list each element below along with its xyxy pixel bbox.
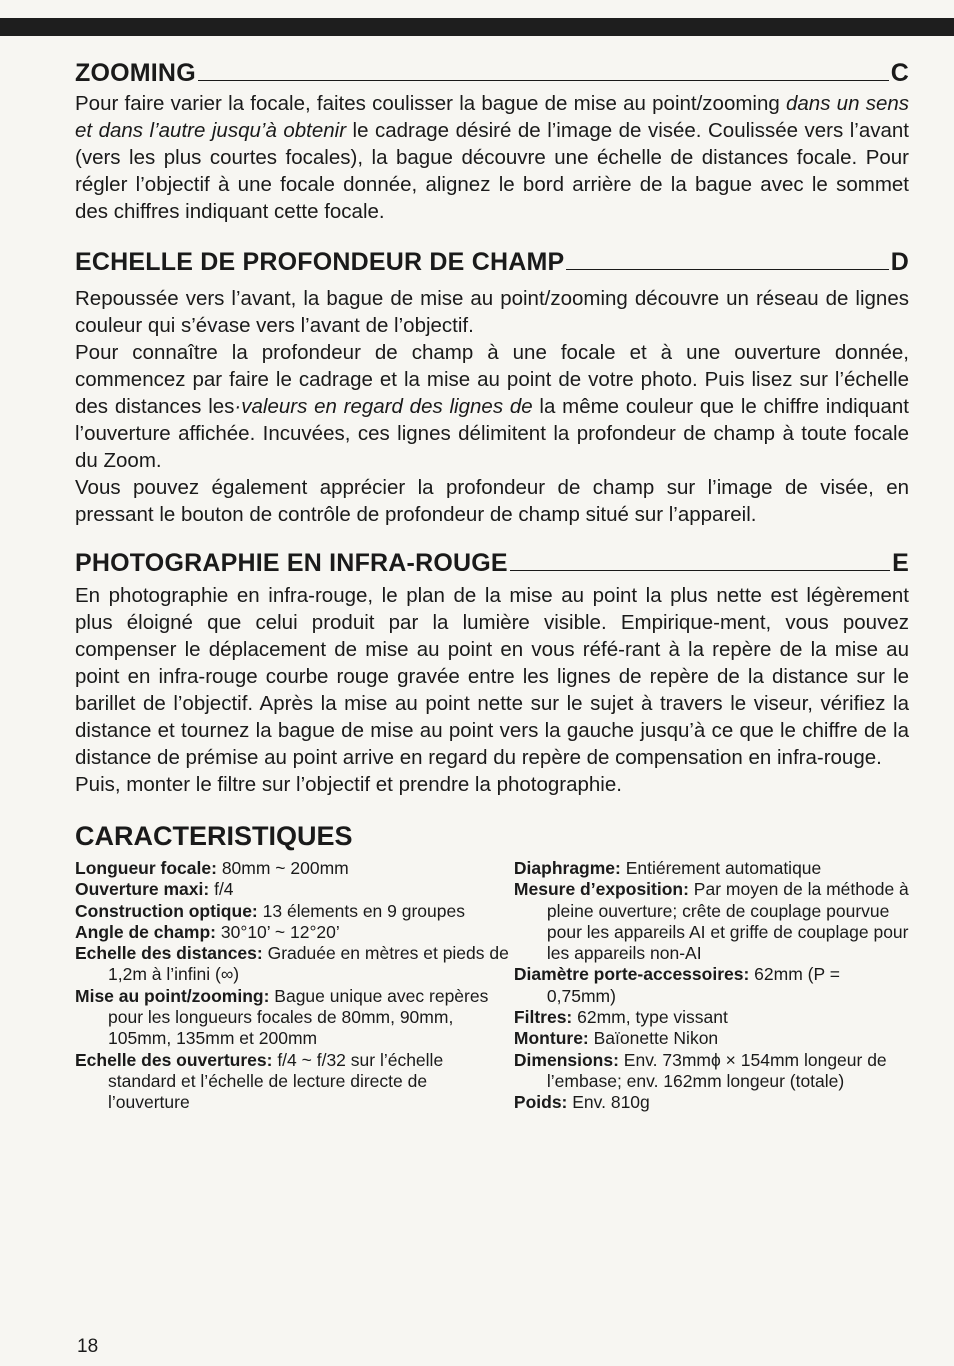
spec-item: [514, 1092, 909, 1113]
paragraph: En photographie en infra-rouge, le plan de la mise au point la plus nette est légèrement plus éloigné que celui produit par la lumière visible. Empirique-ment, vous pouvez compenser le déplacement de mise au point en vous réfé-rant à la repère de la mise au point en infra-rouge courbe rouge gravée entre les lignes de repère de la distance sur le barillet de l’objectif. Après la mise au point nette sur le sujet à travers le viseur, vérifiez la distance et tournez la bague de mise au point vers la gauche jusqu’à ce que le chiffre de la distance de prémise au point arrive en regard du repère de compensation en infra-rouge.: [75, 584, 909, 769]
heading-title: PHOTOGRAPHIE EN INFRA-ROUGE: [75, 549, 508, 577]
spec-item: [75, 943, 510, 986]
spec-value: 62mm, type vissant: [572, 1007, 728, 1028]
spec-value: Env. 810g: [567, 1092, 650, 1113]
spec-key: Mise au point/zooming:: [75, 985, 270, 1006]
page-number: 18: [77, 1336, 99, 1357]
spec-item: [514, 1007, 909, 1028]
paragraph-text: le cadrage désiré de l’image de visée. Coulissée vers l’avant (vers les plus courtes focales), la bague découvre une échelle de distances focale. Pour régler l’objectif à une focale donnée, alignez le bord arrière de la bague avec le sommet des chiffres indiquant cette focale.: [75, 119, 909, 223]
spec-value: f/4: [209, 879, 234, 900]
spec-value: Graduée en mètres et pieds de 1,2m à l’infini (∞): [108, 943, 509, 985]
spec-value: 80mm ~ 200mm: [216, 858, 349, 878]
spec-item: [514, 1028, 909, 1049]
page-content: [75, 58, 909, 1114]
spec-value: Env. 73mmϕ × 154mm longeur de l’embase; env. 162mm longeur (totale): [546, 1049, 887, 1091]
paragraph-text: Pour faire varier la focale, faites coulisser la bague de mise au point/zooming: [75, 92, 786, 115]
spec-value: 13 élements en 9 groupes: [257, 900, 465, 921]
spec-item: [75, 858, 510, 879]
section-heading-depth-of-field: [75, 247, 909, 277]
spec-item: [75, 922, 510, 943]
spec-item: [75, 986, 510, 1050]
spec-value: 30°10’ ~ 12°20’: [216, 921, 340, 942]
specifications-title: CARACTERISTIQUES: [75, 821, 353, 851]
spec-key: Echelle des ouvertures:: [75, 1049, 273, 1070]
spec-value: Par moyen de la méthode à pleine ouverture; crête de couplage pourvue pour les appareils AI et griffe de couplage pour les appareils non-AI: [546, 879, 909, 964]
section-zooming: [75, 58, 909, 225]
spec-key: Mesure d’exposition:: [513, 879, 689, 900]
heading-rule: [198, 80, 889, 81]
spec-key: Echelle des distances:: [75, 943, 263, 964]
spec-item: [75, 901, 510, 922]
specifications: [75, 820, 909, 1114]
heading-letter: E: [892, 549, 909, 577]
spec-key: Poids:: [513, 1092, 568, 1113]
spec-item: [514, 858, 909, 879]
heading-letter: D: [890, 248, 909, 276]
spec-item: [75, 1050, 510, 1114]
specifications-columns: [75, 858, 909, 1114]
paragraph-text: la même couleur que le chiffre indiquant l’ouverture affichée. Incuvées, ces lignes délimitent la profondeur de champ à toute focale du Zoom.: [75, 395, 909, 472]
spec-item: [75, 879, 510, 900]
spec-item: [514, 879, 909, 964]
top-border-bar: [0, 18, 954, 36]
spec-value: Bague unique avec repères pour les longueurs focales de 80mm, 90mm, 105mm, 135mm et 200mm: [108, 985, 489, 1049]
spec-key: Angle de champ:: [75, 921, 216, 942]
paragraph: [75, 90, 909, 225]
spec-value: 62mm (P = 0,75mm): [546, 964, 840, 1006]
spec-key: Construction optique:: [75, 900, 258, 921]
heading-rule: [510, 570, 890, 571]
spec-key: Diaphragme:: [513, 858, 621, 878]
paragraph: Vous pouvez également apprécier la profondeur de champ sur l’image de visée, en pressant le bouton de contrôle de profondeur de champ situé sur l’appareil.: [75, 476, 909, 526]
heading-rule: [566, 269, 888, 270]
section-infrared: [75, 548, 909, 798]
paragraph: Repoussée vers l’avant, la bague de mise au point/zooming découvre un réseau de lignes couleur qui s’évase vers l’avant de l’objectif.: [75, 287, 909, 337]
specifications-left-column: [75, 858, 510, 1114]
spec-key: Longueur focale:: [75, 858, 217, 878]
spec-value: f/4 ~ f/32 sur l’échelle standard et l’échelle de lecture directe de l’ouverture: [108, 1049, 444, 1113]
paragraph: Puis, monter le filtre sur l’objectif et prendre la photographie.: [75, 773, 622, 796]
paragraph-text: Pour connaître la profondeur de champ à une focale et à une ouverture donnée, commencez par faire le cadrage et la mise au point de votre photo. Puis lisez sur l’échelle des distances les: [75, 341, 909, 418]
section-heading-zooming: [75, 58, 909, 88]
paragraph-text-italic: ·valeurs en regard des lignes de: [234, 395, 533, 418]
spec-value: Baïonette Nikon: [588, 1028, 719, 1049]
spec-item: [514, 1050, 909, 1093]
spec-key: Dimensions:: [513, 1049, 619, 1070]
section-depth-of-field: [75, 247, 909, 528]
section-heading-infrared: [75, 548, 909, 578]
spec-key: Monture:: [513, 1028, 589, 1049]
heading-title: ECHELLE DE PROFONDEUR DE CHAMP: [75, 248, 565, 276]
paragraph-text-italic: dans un sens et dans l’autre jusqu’à obtenir: [75, 92, 909, 142]
spec-value: Entiérement automatique: [620, 858, 822, 878]
spec-item: [514, 964, 909, 1007]
spec-key: Ouverture maxi:: [75, 879, 210, 900]
spec-key: Diamètre porte-accessoires:: [513, 964, 750, 985]
paragraph: [75, 339, 909, 474]
heading-title: ZOOMING: [75, 59, 196, 87]
heading-letter: C: [890, 59, 909, 87]
specifications-right-column: [514, 858, 909, 1114]
spec-key: Filtres:: [513, 1007, 573, 1028]
